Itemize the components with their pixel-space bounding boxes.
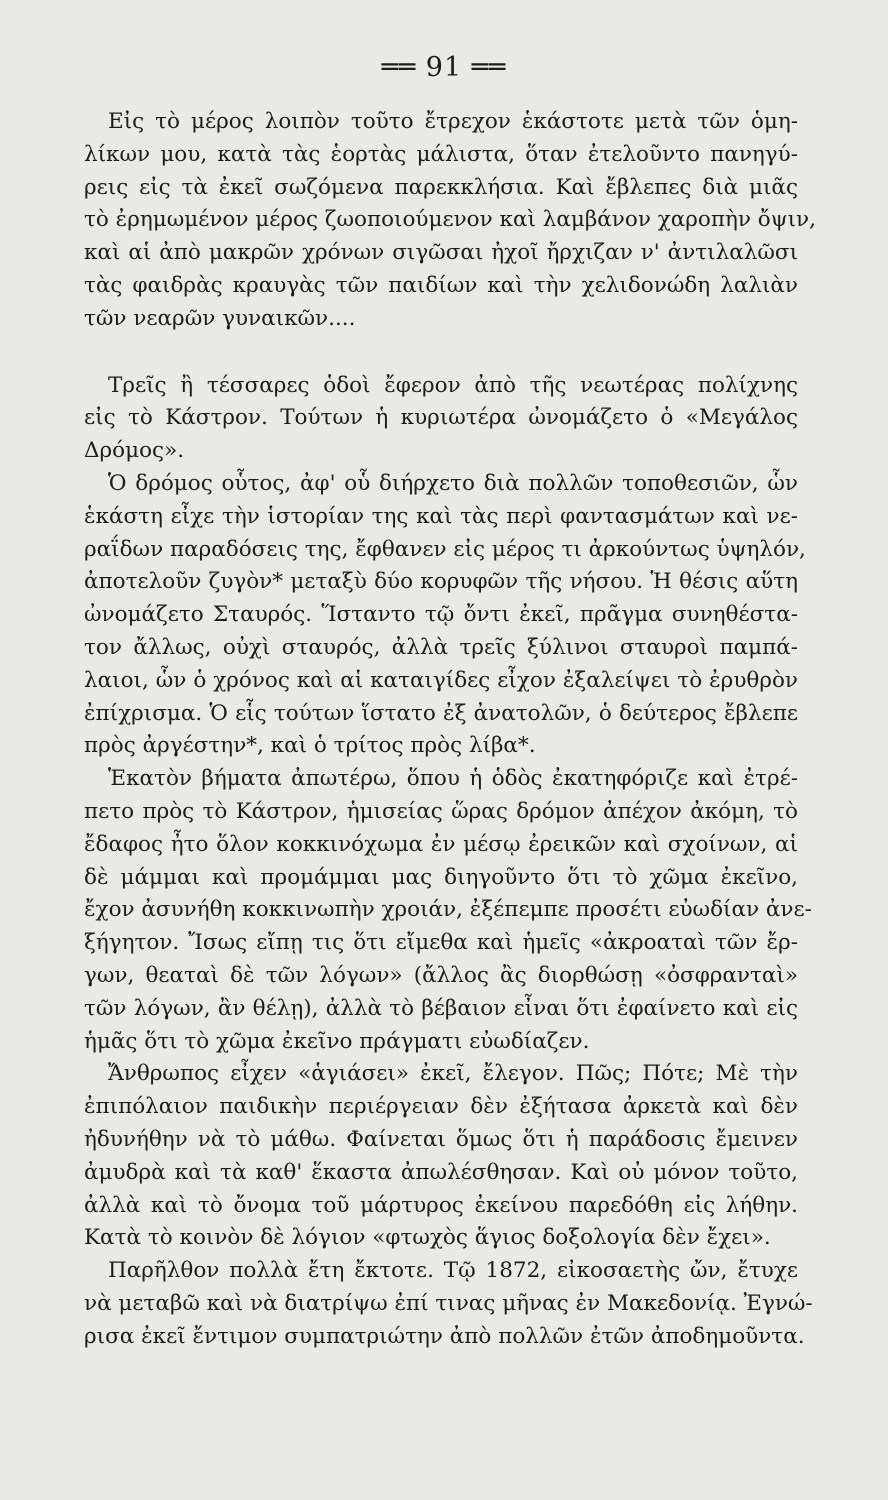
- text-line: πρὸς ἀργέστην*, καὶ ὁ τρίτος πρὸς λίβα*.: [84, 733, 536, 759]
- text-line: ἀποτελοῦν ζυγὸν* μεταξὺ δύο κορυφῶν τῆς νήσου. Ἡ θέσις αὕτη: [84, 569, 798, 595]
- page-number: ══ 91 ══: [381, 52, 507, 83]
- text-line: ἐπίχρισμα. Ὁ εἷς τούτων ἵστατο ἐξ ἀνατολῶν, ὁ δεύτερος ἔβλεπε: [84, 700, 798, 726]
- paragraph-1: [84, 106, 816, 336]
- text-line: ραΐδων παραδόσεις της, ἔφθανεν εἰς μέρος τι ἀρκούντως ὑψηλόν,: [84, 536, 806, 562]
- text-line: ρεις εἰς τὰ ἐκεῖ σωζόμενα παρεκκλήσια. Καὶ ἔβλεπες διὰ μιᾶς: [84, 174, 798, 200]
- text-line: τον ἄλλως, οὐχὶ σταυρός, ἀλλὰ τρεῖς ξύλινοι σταυροὶ παμπά-: [84, 634, 798, 660]
- text-line: ξήγητον. Ἴσως εἴπῃ τις ὅτι εἴμεθα καὶ ἡμεῖς «ἀκροαταὶ τῶν ἔρ-: [84, 930, 798, 956]
- text-line: πετο πρὸς τὸ Κάστρον, ἡμισείας ὥρας δρόμον ἀπέχον ἀκόμη, τὸ: [84, 798, 798, 824]
- text-line: νὰ μεταβῶ καὶ νὰ διατρίψω ἐπί τινας μῆνας ἐν Μακεδονίᾳ. Ἐγνώ-: [84, 1290, 813, 1316]
- text-line: γων, θεαταὶ δὲ τῶν λόγων» (ἄλλος ἂς διορθώσῃ «ὀσφρανταὶ»: [84, 962, 798, 988]
- paragraph-5: [84, 1058, 798, 1255]
- text-line: Δρόμος».: [84, 438, 185, 464]
- text-line: Τρεῖς ἢ τέσσαρες ὁδοὶ ἔφερον ἀπὸ τῆς νεωτέρας πολίχνης: [108, 372, 798, 398]
- text-line: ἠδυνήθην νὰ τὸ μάθω. Φαίνεται ὅμως ὅτι ἡ παράδοσις ἔμεινεν: [84, 1126, 798, 1152]
- text-line: ρισα ἐκεῖ ἔντιμον συμπατριώτην ἀπὸ πολλῶν ἐτῶν ἀποδημοῦντα.: [84, 1323, 805, 1349]
- text-line: Ἑκατὸν βήματα ἀπωτέρω, ὅπου ἡ ὁδὸς ἐκατηφόριζε καὶ ἐτρέ-: [108, 766, 798, 792]
- text-line: δὲ μάμμαι καὶ προμάμμαι μας διηγοῦντο ὅτι τὸ χῶμα ἐκεῖνο,: [84, 864, 798, 890]
- paragraph-6: [84, 1255, 813, 1353]
- text-line: Ἄνθρωπος εἶχεν «ἁγιάσει» ἐκεῖ, ἔλεγον. Πῶς; Πότε; Μὲ τὴν: [108, 1061, 798, 1087]
- text-line: τὸ ἐρημωμένον μέρος ζωοποιούμενον καὶ λαμβάνον χαροπὴν ὄψιν,: [84, 207, 816, 233]
- text-line: λαιοι, ὧν ὁ χρόνος καὶ αἱ καταιγίδες εἶχον ἐξαλείψει τὸ ἐρυθρὸν: [84, 667, 798, 693]
- paragraph-2: [84, 370, 798, 468]
- text-line: Κατὰ τὸ κοινὸν δὲ λόγιον «φτωχὸς ἅγιος δοξολογία δὲν ἔχει».: [84, 1225, 771, 1251]
- text-line: Παρῆλθον πολλὰ ἔτη ἔκτοτε. Τῷ 1872, εἰκοσαετὴς ὤν, ἔτυχε: [108, 1258, 798, 1284]
- text-line: ἔχον ἀσυνήθη κοκκινωπὴν χροιάν, ἐξέπεμπε προσέτι εὐωδίαν ἀνε-: [84, 897, 812, 923]
- text-line: ἑκάστη εἶχε τὴν ἱστορίαν της καὶ τὰς περὶ φαντασμάτων καὶ νε-: [84, 503, 798, 529]
- paragraph-3: [84, 468, 806, 763]
- paragraph-4: [84, 763, 812, 1058]
- text-line: ἔδαφος ἦτο ὅλον κοκκινόχωμα ἐν μέσῳ ἐρεικῶν καὶ σχοίνων, αἱ: [84, 831, 798, 857]
- text-line: λίκων μου, κατὰ τὰς ἑορτὰς μάλιστα, ὅταν ἐτελοῦντο πανηγύ-: [84, 141, 798, 167]
- text-line: τὰς φαιδρὰς κραυγὰς τῶν παιδίων καὶ τὴν χελιδονώδη λαλιὰν: [84, 272, 798, 298]
- paragraph-gap: [84, 336, 798, 370]
- text-line: τῶν λόγων, ἂν θέλῃ), ἀλλὰ τὸ βέβαιον εἶναι ὅτι ἐφαίνετο καὶ εἰς: [84, 995, 798, 1021]
- body-text: [84, 106, 816, 1353]
- text-line: ἡμᾶς ὅτι τὸ χῶμα ἐκεῖνο πράγματι εὐωδίαζεν.: [84, 1028, 590, 1054]
- text-line: ἐπιπόλαιον παιδικὴν περιέργειαν δὲν ἐξήτασα ἀρκετὰ καὶ δὲν: [84, 1094, 798, 1120]
- text-line: τῶν νεαρῶν γυναικῶν....: [84, 305, 356, 331]
- text-line: Ὁ δρόμος οὗτος, ἀφ' οὗ διήρχετο διὰ πολλῶν τοποθεσιῶν, ὧν: [108, 470, 798, 496]
- text-line: Εἰς τὸ μέρος λοιπὸν τοῦτο ἔτρεχον ἑκάστοτε μετὰ τῶν ὁμη-: [108, 109, 798, 134]
- text-line: εἰς τὸ Κάστρον. Τούτων ἡ κυριωτέρα ὠνομάζετο ὁ «Μεγάλος: [84, 405, 798, 431]
- text-line: ἀλλὰ καὶ τὸ ὄνομα τοῦ μάρτυρος ἐκείνου παρεδόθη εἰς λήθην.: [84, 1192, 798, 1218]
- text-line: ὠνομάζετο Σταυρός. Ἵσταντο τῷ ὄντι ἐκεῖ, πρᾶγμα συνηθέστα-: [84, 602, 798, 628]
- text-line: ἀμυδρὰ καὶ τὰ καθ' ἕκαστα ἀπωλέσθησαν. Καὶ οὐ μόνον τοῦτο,: [84, 1159, 798, 1185]
- text-line: καὶ αἱ ἀπὸ μακρῶν χρόνων σιγῶσαι ἠχοῖ ἤρχιζαν ν' ἀντιλαλῶσι: [84, 240, 798, 266]
